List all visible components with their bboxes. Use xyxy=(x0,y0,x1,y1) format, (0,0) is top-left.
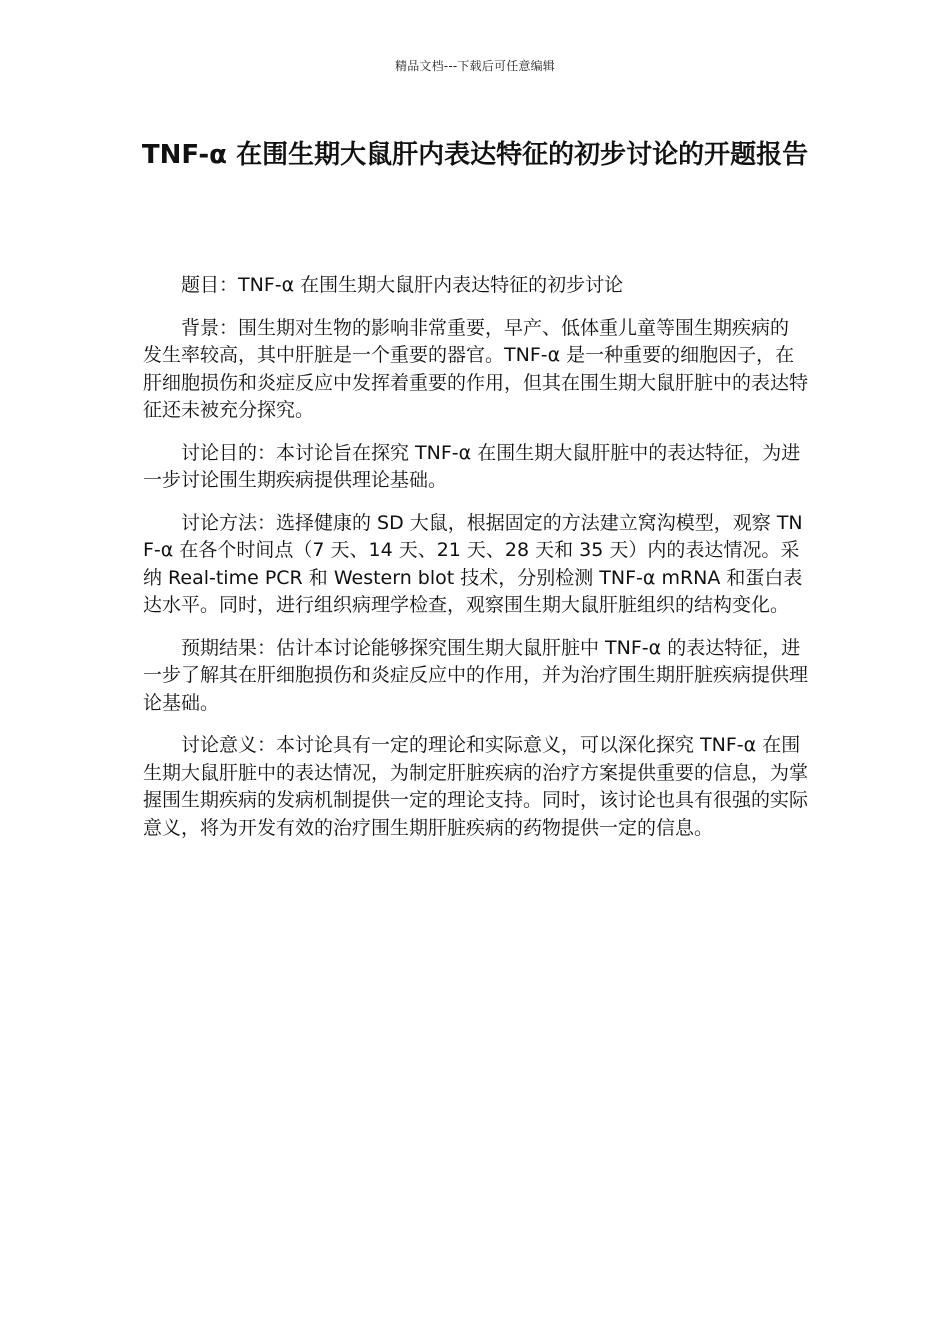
paragraph-purpose xyxy=(143,440,808,495)
paragraph-label: 讨论目的： xyxy=(181,441,277,464)
paragraph-topic xyxy=(143,272,808,300)
header-note: 精品文档---下载后可任意编辑 xyxy=(395,59,555,73)
paragraph-label: 背景： xyxy=(181,316,239,339)
paragraph-methods xyxy=(143,510,808,620)
paragraph-background xyxy=(143,315,808,425)
paragraph-label: 讨论意义： xyxy=(181,734,277,756)
paragraph-text: 估计本讨论能够探究围生期大鼠肝脏中 TNF-α 的表达特征，进一步了解其在肝细胞损伤和炎症反应中的作用，并为治疗围生期肝脏疾病提供理论基础。 xyxy=(143,636,809,714)
paragraph-text: 选择健康的 SD 大鼠，根据固定的方法建立窝沟模型，观察 TNF-α 在各个时间点（7 天、14 天、21 天、28 天和 35 天）内的表达情况。采纳 Real-time PCR 和 Western blot 技术，分别检测 TNF-α mRNA 和蛋白表达水平。同时，进行组织病理学检查，观察围生期大鼠肝脏组织的结构变化。 xyxy=(143,511,803,616)
paragraph-text: TNF-α 在围生期大鼠肝内表达特征的初步讨论 xyxy=(238,274,624,296)
paragraph-label: 题目： xyxy=(181,274,239,296)
paragraph-significance xyxy=(143,732,808,842)
paragraph-text: 围生期对生物的影响非常重要，早产、低体重儿童等围生期疾病的发生率较高，其中肝脏是一个重要的器官。TNF-α 是一种重要的细胞因子，在肝细胞损伤和炎症反应中发挥着重要的作用，但其在围生期大鼠肝脏中的表达特征还未被充分探究。 xyxy=(143,316,809,421)
paragraph-expected-results xyxy=(143,635,808,718)
paragraph-text: 本讨论具有一定的理论和实际意义，可以深化探究 TNF-α 在围生期大鼠肝脏中的表达情况，为制定肝脏疾病的治疗方案提供重要的信息，为掌握围生期疾病的发病机制提供一定的理论支持。同时，该讨论也具有很强的实际意义，将为开发有效的治疗围生期肝脏疾病的药物提供一定的信息。 xyxy=(143,734,809,839)
paragraph-label: 预期结果： xyxy=(181,636,277,659)
document-title: TNF-α 在围生期大鼠肝内表达特征的初步讨论的开题报告 xyxy=(141,140,809,170)
paragraph-label: 讨论方法： xyxy=(181,511,277,534)
paragraph-text: 本讨论旨在探究 TNF-α 在围生期大鼠肝脏中的表达特征，为进一步讨论围生期疾病提供理论基础。 xyxy=(143,441,801,491)
document-body xyxy=(143,272,808,857)
